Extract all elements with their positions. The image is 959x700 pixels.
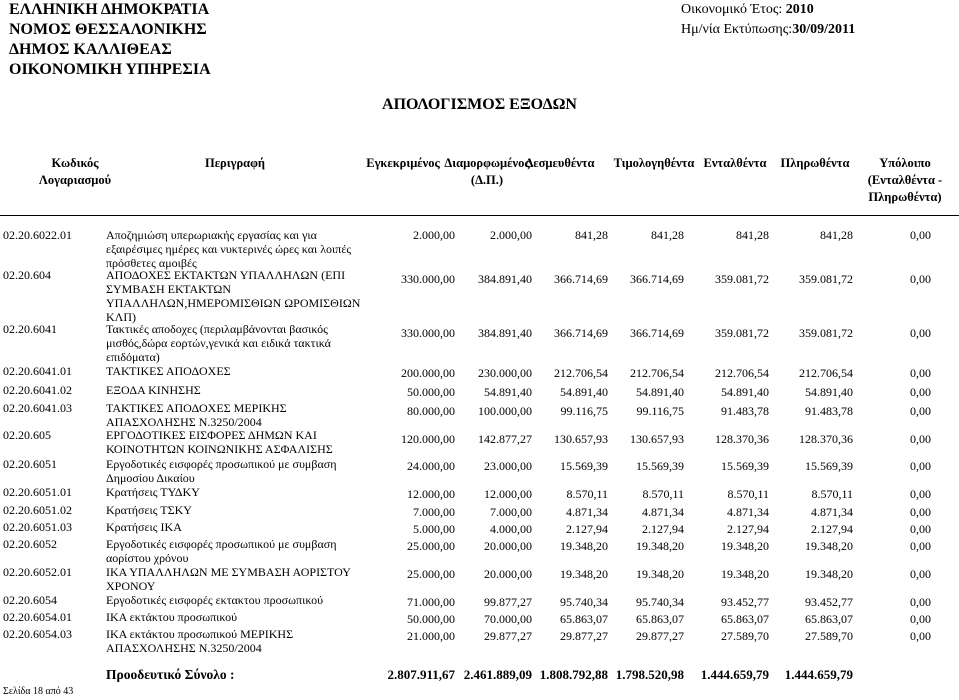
account-description: Εργοδοτικές εισφορές προσωπικού με συμβαση Δημοσίου Δικαίου <box>106 457 337 485</box>
approved-value: 50.000,00 <box>407 612 455 626</box>
reformed-value: 230.000,00 <box>478 366 532 380</box>
invoiced-value: 95.740,34 <box>636 595 684 609</box>
issuer-header <box>9 0 211 80</box>
account-code: 02.20.6041.03 <box>3 401 72 415</box>
paid-value: 19.348,20 <box>805 539 853 553</box>
committed-value: 2.127,94 <box>566 522 608 536</box>
committed-value: 19.348,20 <box>560 539 608 553</box>
balance-value: 0,00 <box>910 539 931 553</box>
ordered-value: 19.348,20 <box>721 539 769 553</box>
account-description: ΑΠΟΔΟΧΕΣ ΕΚΤΑΚΤΩΝ ΥΠΑΛΛΗΛΩΝ (ΕΠΙ ΣΥΜΒΑΣΗ ΕΚΤΑΚΤΩΝ ΥΠΑΛΛΗΛΩΝ,ΗΜΕΡΟΜΙΣΘΙΩΝ ΩΡΟΜΙΣΘΙΩΝ ΚΛΠ) <box>106 268 361 324</box>
paid-value: 359.081,72 <box>799 272 853 286</box>
paid-value: 2.127,94 <box>811 522 853 536</box>
invoiced-value: 366.714,69 <box>630 326 684 340</box>
balance-value: 0,00 <box>910 366 931 380</box>
col-header-reformed: Διαμορφωμένος (Δ.Π.) <box>444 156 530 187</box>
page-title: ΑΠΟΛΟΓΙΣΜΟΣ ΕΞΟΔΩΝ <box>382 96 577 113</box>
ordered-value: 128.370,36 <box>715 432 769 446</box>
committed-value: 19.348,20 <box>560 567 608 581</box>
account-description: ΕΡΓΟΔΟΤΙΚΕΣ ΕΙΣΦΟΡΕΣ ΔΗΜΩΝ ΚΑΙ ΚΟΙΝΟΤΗΤΩΝ ΚΟΙΝΩΝΙΚΗΣ ΑΣΦΑΛΙΣΗΣ <box>106 428 333 456</box>
paid-value: 54.891,40 <box>805 385 853 399</box>
running-total-label: Προοδευτικό Σύνολο : <box>106 667 235 682</box>
account-code: 02.20.6041 <box>3 322 57 336</box>
page-number: Σελίδα 18 από 43 <box>3 686 74 697</box>
account-code: 02.20.6052.01 <box>3 565 72 579</box>
approved-value: 21.000,00 <box>407 629 455 643</box>
paid-value: 4.871,34 <box>811 505 853 519</box>
paid-value: 93.452,77 <box>805 595 853 609</box>
balance-value: 0,00 <box>910 432 931 446</box>
col-header-code: Κωδικός Λογαριασμού <box>38 156 112 187</box>
account-code: 02.20.6051.02 <box>3 503 72 517</box>
committed-value: 95.740,34 <box>560 595 608 609</box>
balance-value: 0,00 <box>910 487 931 501</box>
committed-value: 8.570,11 <box>566 487 608 501</box>
balance-value: 0,00 <box>910 404 931 418</box>
account-description: Εργοδοτικές εισφορές εκτακτου προσωπικού <box>106 593 324 607</box>
approved-value: 50.000,00 <box>407 385 455 399</box>
print-date: 30/09/2011 <box>792 22 856 37</box>
issuer-line-4: ΟΙΚΟΝΟΜΙΚΗ ΥΠΗΡΕΣΙΑ <box>9 61 211 78</box>
report-meta <box>681 0 855 40</box>
invoiced-value: 15.569,39 <box>636 459 684 473</box>
committed-value: 212.706,54 <box>554 366 608 380</box>
approved-value: 5.000,00 <box>413 522 455 536</box>
balance-value: 0,00 <box>910 459 931 473</box>
print-date-label: Ημ/νία Εκτύπωσης: <box>681 22 793 37</box>
approved-value: 330.000,00 <box>401 326 455 340</box>
account-description: ΤΑΚΤΙΚΕΣ ΑΠΟΔΟΧΕΣ <box>106 364 231 378</box>
account-description: ΤΑΚΤΙΚΕΣ ΑΠΟΔΟΧΕΣ ΜΕΡΙΚΗΣ ΑΠΑΣΧΟΛΗΣΗΣ Ν.3250/2004 <box>106 401 287 429</box>
invoiced-value: 19.348,20 <box>636 567 684 581</box>
issuer-line-2: ΝΟΜΟΣ ΘΕΣΣΑΛΟΝΙΚΗΣ <box>9 21 207 38</box>
committed-value: 4.871,34 <box>566 505 608 519</box>
account-code: 02.20.6051 <box>3 457 57 471</box>
reformed-value: 384.891,40 <box>478 272 532 286</box>
reformed-value: 7.000,00 <box>490 505 532 519</box>
account-description: Εργοδοτικές εισφορές προσωπικού με συμβαση αορίστου χρόνου <box>106 537 337 565</box>
balance-value: 0,00 <box>910 385 931 399</box>
account-code: 02.20.604 <box>3 268 51 282</box>
approved-value: 24.000,00 <box>407 459 455 473</box>
reformed-value: 20.000,00 <box>484 539 532 553</box>
reformed-value: 100.000,00 <box>478 404 532 418</box>
account-code: 02.20.6041.01 <box>3 364 72 378</box>
committed-value: 54.891,40 <box>560 385 608 399</box>
account-code: 02.20.6041.02 <box>3 383 72 397</box>
invoiced-value: 4.871,34 <box>642 505 684 519</box>
reformed-value: 20.000,00 <box>484 567 532 581</box>
paid-value: 65.863,07 <box>805 612 853 626</box>
reformed-value: 99.877,27 <box>484 595 532 609</box>
reformed-value: 70.000,00 <box>484 612 532 626</box>
invoiced-value: 841,28 <box>651 228 684 242</box>
reformed-value: 4.000,00 <box>490 522 532 536</box>
account-code: 02.20.6054 <box>3 593 57 607</box>
invoiced-value: 19.348,20 <box>636 539 684 553</box>
paid-value: 91.483,78 <box>805 404 853 418</box>
ordered-value: 841,28 <box>736 228 769 242</box>
balance-value: 0,00 <box>910 612 931 626</box>
col-header-ordered: Ενταλθέντα <box>703 156 767 170</box>
committed-value: 99.116,75 <box>560 404 608 418</box>
committed-value: 366.714,69 <box>554 272 608 286</box>
paid-value: 15.569,39 <box>805 459 853 473</box>
invoiced-value: 366.714,69 <box>630 272 684 286</box>
account-description: ΙΚΑ εκτάκτου προσωπικού ΜΕΡΙΚΗΣ ΑΠΑΣΧΟΛΗΣΗΣ Ν.3250/2004 <box>106 627 294 655</box>
fiscal-year-label: Οικονομικό Έτος: <box>681 2 783 17</box>
ordered-value: 212.706,54 <box>715 366 769 380</box>
balance-value: 0,00 <box>910 326 931 340</box>
issuer-line-3: ΔΗΜΟΣ ΚΑΛΛΙΘΕΑΣ <box>9 41 172 58</box>
ordered-value: 91.483,78 <box>721 404 769 418</box>
invoiced-value: 130.657,93 <box>630 432 684 446</box>
approved-value: 25.000,00 <box>407 539 455 553</box>
approved-value: 120.000,00 <box>401 432 455 446</box>
invoiced-value: 54.891,40 <box>636 385 684 399</box>
col-header-invoiced: Τιμολογηθέντα <box>613 156 695 170</box>
approved-value: 7.000,00 <box>413 505 455 519</box>
approved-value: 330.000,00 <box>401 272 455 286</box>
approved-value: 2.000,00 <box>413 228 455 242</box>
approved-value: 80.000,00 <box>407 404 455 418</box>
total-invoiced: 1.798.520,98 <box>615 667 684 682</box>
col-header-paid: Πληρωθέντα <box>780 156 850 170</box>
balance-value: 0,00 <box>910 522 931 536</box>
ordered-value: 27.589,70 <box>721 629 769 643</box>
total-reformed: 2.461.889,09 <box>463 667 532 682</box>
reformed-value: 142.877,27 <box>478 432 532 446</box>
ordered-value: 93.452,77 <box>721 595 769 609</box>
account-description: Αποζημιώση υπερωριακής εργασίας και για εξαιρέσιμες ημέρες και νυκτερινές ώρες και λοιπές πρόσθετες αμοιβές <box>106 228 352 270</box>
issuer-line-1: ΕΛΛΗΝΙΚΗ ΔΗΜΟΚΡΑΤΙΑ <box>9 1 210 18</box>
invoiced-value: 8.570,11 <box>642 487 684 501</box>
paid-value: 841,28 <box>820 228 853 242</box>
paid-value: 27.589,70 <box>805 629 853 643</box>
col-header-description: Περιγραφή <box>204 156 266 170</box>
header-divider <box>0 215 959 216</box>
invoiced-value: 212.706,54 <box>630 366 684 380</box>
balance-value: 0,00 <box>910 629 931 643</box>
committed-value: 130.657,93 <box>554 432 608 446</box>
account-code: 02.20.605 <box>3 428 51 442</box>
ordered-value: 15.569,39 <box>721 459 769 473</box>
account-description: Κρατήσεις ΤΥΔΚΥ <box>106 485 200 499</box>
balance-value: 0,00 <box>910 505 931 519</box>
account-description: ΕΞΟΔΑ ΚΙΝΗΣΗΣ <box>106 383 201 397</box>
paid-value: 19.348,20 <box>805 567 853 581</box>
balance-value: 0,00 <box>910 228 931 242</box>
reformed-value: 384.891,40 <box>478 326 532 340</box>
committed-value: 65.863,07 <box>560 612 608 626</box>
ordered-value: 4.871,34 <box>727 505 769 519</box>
paid-value: 128.370,36 <box>799 432 853 446</box>
ordered-value: 359.081,72 <box>715 272 769 286</box>
reformed-value: 12.000,00 <box>484 487 532 501</box>
balance-value: 0,00 <box>910 567 931 581</box>
reformed-value: 2.000,00 <box>490 228 532 242</box>
reformed-value: 23.000,00 <box>484 459 532 473</box>
account-code: 02.20.6051.01 <box>3 485 72 499</box>
account-description: ΙΚΑ εκτάκτου προσωπικού <box>106 610 238 624</box>
committed-value: 15.569,39 <box>560 459 608 473</box>
invoiced-value: 65.863,07 <box>636 612 684 626</box>
ordered-value: 2.127,94 <box>727 522 769 536</box>
invoiced-value: 2.127,94 <box>642 522 684 536</box>
fiscal-year: 2010 <box>785 2 814 17</box>
total-approved: 2.807.911,67 <box>387 667 455 682</box>
ordered-value: 8.570,11 <box>727 487 769 501</box>
account-description: Κρατήσεις ΙΚΑ <box>106 520 182 534</box>
ordered-value: 54.891,40 <box>721 385 769 399</box>
approved-value: 200.000,00 <box>401 366 455 380</box>
ordered-value: 19.348,20 <box>721 567 769 581</box>
col-header-approved: Εγκεκριμένος <box>366 156 440 170</box>
committed-value: 841,28 <box>575 228 608 242</box>
paid-value: 212.706,54 <box>799 366 853 380</box>
total-committed: 1.808.792,88 <box>539 667 608 682</box>
reformed-value: 29.877,27 <box>484 629 532 643</box>
account-code: 02.20.6052 <box>3 537 57 551</box>
account-code: 02.20.6054.03 <box>3 627 72 641</box>
account-description: ΙΚΑ ΥΠΑΛΛΗΛΩΝ ΜΕ ΣΥΜΒΑΣΗ ΑΟΡΙΣΤΟΥ ΧΡΟΝΟΥ <box>106 565 351 593</box>
paid-value: 359.081,72 <box>799 326 853 340</box>
balance-value: 0,00 <box>910 272 931 286</box>
reformed-value: 54.891,40 <box>484 385 532 399</box>
ordered-value: 359.081,72 <box>715 326 769 340</box>
committed-value: 29.877,27 <box>560 629 608 643</box>
total-paid: 1.444.659,79 <box>784 667 853 682</box>
committed-value: 366.714,69 <box>554 326 608 340</box>
approved-value: 12.000,00 <box>407 487 455 501</box>
account-code: 02.20.6054.01 <box>3 610 72 624</box>
balance-value: 0,00 <box>910 595 931 609</box>
account-description: Τακτικές αποδοχες (περιλαμβάνονται βασικός μισθός,δώρα εορτών,γενικά και ειδικά τακτικά επιδόματα) <box>106 322 331 364</box>
account-code: 02.20.6051.03 <box>3 520 72 534</box>
paid-value: 8.570,11 <box>811 487 853 501</box>
account-description: Κρατήσεις ΤΣΚΥ <box>106 503 192 517</box>
total-ordered: 1.444.659,79 <box>700 667 769 682</box>
ordered-value: 65.863,07 <box>721 612 769 626</box>
account-code: 02.20.6022.01 <box>3 228 72 242</box>
invoiced-value: 29.877,27 <box>636 629 684 643</box>
approved-value: 71.000,00 <box>407 595 455 609</box>
col-header-committed: Δεσμευθέντα <box>525 156 595 170</box>
invoiced-value: 99.116,75 <box>636 404 684 418</box>
approved-value: 25.000,00 <box>407 567 455 581</box>
col-header-balance: Υπόλοιπο (Ενταλθέντα - Πληρωθέντα) <box>867 156 943 204</box>
